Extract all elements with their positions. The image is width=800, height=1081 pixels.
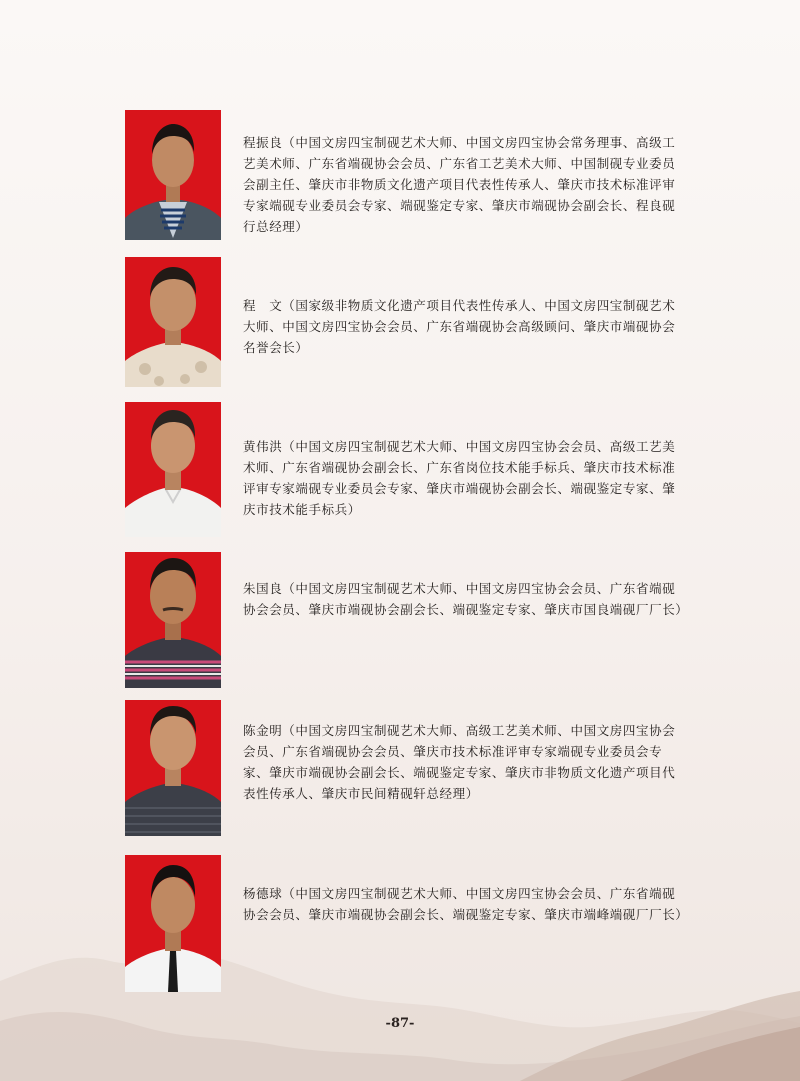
biography-text: 朱国良（中国文房四宝制砚艺术大师、中国文房四宝协会会员、广东省端砚协会会员、肇庆市端砚协会副会长、端砚鉴定专家、肇庆市国良端砚厂厂长） — [243, 581, 689, 617]
page-number: -87- — [385, 1016, 415, 1031]
mountain-landscape-background — [0, 911, 800, 1081]
biography-text: 陈金明（中国文房四宝制砚艺术大师、高级工艺美术师、中国文房四宝协会会员、广东省端砚协会会员、肇庆市技术标准评审专家端砚专业委员会专家、肇庆市端砚协会副会长、端砚鉴定专家、肇庆市非物质文化遗产项目代表性传承人、肇庆市民间精砚轩总经理） — [243, 723, 676, 801]
biography-text: 程振良（中国文房四宝制砚艺术大师、中国文房四宝协会常务理事、高级工艺美术师、广东省端砚协会会员、广东省工艺美术大师、中国制砚专业委员会副主任、肇庆市非物质文化遗产项目代表性传承人、肇庆市技术标准评审专家端砚专业委员会专家、端砚鉴定专家、肇庆市端砚协会副会长、程良砚行总经理） — [243, 135, 676, 234]
portrait-photo — [125, 855, 221, 992]
portrait-photo — [125, 700, 221, 836]
biography-text: 程 文（国家级非物质文化遗产项目代表性传承人、中国文房四宝制砚艺术大师、中国文房四宝协会会员、广东省端砚协会高级顾问、肇庆市端砚协会名誉会长） — [243, 298, 676, 355]
portrait-photo — [125, 552, 221, 688]
portrait-photo — [125, 257, 221, 387]
biography-text: 杨德球（中国文房四宝制砚艺术大师、中国文房四宝协会会员、广东省端砚协会会员、肇庆市端砚协会副会长、端砚鉴定专家、肇庆市端峰端砚厂厂长） — [243, 886, 689, 922]
portrait-photo — [125, 402, 221, 537]
biography-text: 黄伟洪（中国文房四宝制砚艺术大师、中国文房四宝协会会员、高级工艺美术师、广东省端砚协会副会长、广东省岗位技术能手标兵、肇庆市技术标准评审专家端砚专业委员会专家、肇庆市端砚协会副会长、端砚鉴定专家、肇庆市技术能手标兵） — [243, 439, 676, 517]
portrait-photo — [125, 110, 221, 240]
